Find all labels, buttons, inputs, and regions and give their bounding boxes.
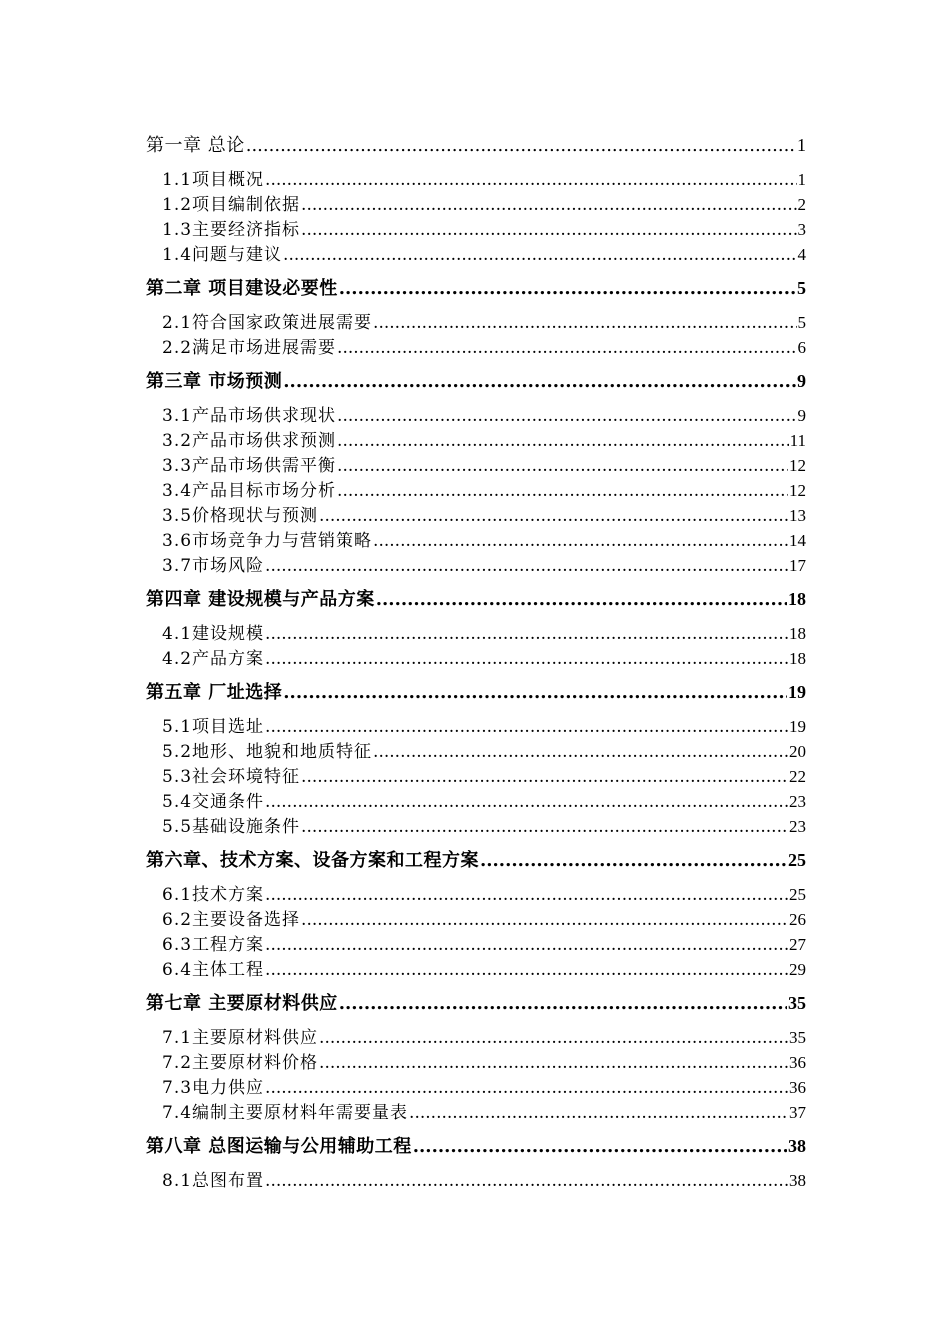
toc-page-number: 25: [789, 885, 806, 904]
toc-entry-title: 7.1主要原材料供应: [162, 1028, 319, 1048]
toc-page-number: 12: [789, 456, 806, 475]
toc-chapter-entry[interactable]: [146, 991, 806, 1016]
toc-chapter-entry[interactable]: [146, 369, 806, 394]
toc-entry-title: 3.5价格现状与预测: [162, 506, 319, 526]
toc-entry-title: 1.4问题与建议: [162, 245, 283, 265]
toc-page-number: 17: [789, 556, 806, 575]
toc-entry-title: 1.1项目概况: [162, 170, 265, 190]
toc-entry-title: 3.1产品市场供求现状: [162, 406, 337, 426]
toc-dot-leader: [319, 1026, 788, 1051]
toc-chapter-entry[interactable]: [146, 1134, 806, 1159]
toc-page-number: 37: [789, 1103, 806, 1122]
toc-section-entry[interactable]: [146, 478, 806, 503]
toc-dot-leader: [265, 1169, 788, 1194]
toc-section-entry[interactable]: [146, 882, 806, 907]
toc-entry-title: 3.7市场风险: [162, 556, 265, 576]
toc-dot-leader: [339, 276, 796, 301]
toc-page-number: 36: [789, 1078, 806, 1097]
toc-dot-leader: [337, 336, 796, 361]
toc-dot-leader: [265, 883, 788, 908]
toc-dot-leader: [409, 1101, 788, 1126]
toc-entry-title: 2.1符合国家政策进展需要: [162, 313, 373, 333]
toc-dot-leader: [319, 1051, 788, 1076]
toc-entry-title: 5.4交通条件: [162, 792, 265, 812]
toc-entry-title: 5.5基础设施条件: [162, 817, 301, 837]
toc-page-number: 29: [789, 960, 806, 979]
toc-page-number: 18: [788, 589, 806, 609]
toc-dot-leader: [265, 933, 788, 958]
toc-dot-leader: [337, 429, 789, 454]
toc-dot-leader: [376, 587, 787, 612]
toc-page-number: 19: [788, 682, 806, 702]
toc-entry-title: 4.1建设规模: [162, 624, 265, 644]
toc-chapter-entry[interactable]: [146, 133, 806, 158]
toc-section-entry[interactable]: [146, 739, 806, 764]
toc-dot-leader: [265, 715, 788, 740]
toc-entry-title: 7.2主要原材料价格: [162, 1053, 319, 1073]
toc-page-number: 38: [788, 1136, 806, 1156]
toc-section-entry[interactable]: [146, 814, 806, 839]
toc-page-number: 1: [797, 170, 806, 189]
toc-section-entry[interactable]: [146, 192, 806, 217]
toc-section-entry[interactable]: [146, 1100, 806, 1125]
toc-page-number: 4: [797, 245, 806, 264]
toc-dot-leader: [337, 479, 788, 504]
toc-section-entry[interactable]: [146, 1168, 806, 1193]
toc-entry-title: 6.3工程方案: [162, 935, 265, 955]
toc-page-number: 11: [789, 431, 806, 450]
toc-dot-leader: [319, 504, 788, 529]
toc-page-number: 38: [789, 1171, 806, 1190]
toc-section-entry[interactable]: [146, 167, 806, 192]
toc-section-entry[interactable]: [146, 957, 806, 982]
toc-section-entry[interactable]: [146, 217, 806, 242]
toc-dot-leader: [283, 243, 796, 268]
toc-entry-title: 第二章 项目建设必要性: [146, 278, 338, 299]
toc-chapter-entry[interactable]: [146, 587, 806, 612]
toc-page-number: 13: [789, 506, 806, 525]
toc-section-entry[interactable]: [146, 646, 806, 671]
toc-page-number: 36: [789, 1053, 806, 1072]
toc-entry-title: 5.1项目选址: [162, 717, 265, 737]
toc-dot-leader: [265, 554, 788, 579]
toc-page-number: 20: [789, 742, 806, 761]
toc-dot-leader: [337, 454, 788, 479]
toc-entry-title: 7.4编制主要原材料年需要量表: [162, 1103, 409, 1123]
toc-page-number: 9: [797, 371, 806, 391]
toc-section-entry[interactable]: [146, 310, 806, 335]
toc-chapter-entry[interactable]: [146, 848, 806, 873]
toc-chapter-entry[interactable]: [146, 276, 806, 301]
toc-section-entry[interactable]: [146, 789, 806, 814]
toc-page-number: 5: [797, 313, 806, 332]
toc-page-number: 9: [797, 406, 806, 425]
toc-entry-title: 6.2主要设备选择: [162, 910, 301, 930]
toc-dot-leader: [301, 193, 796, 218]
toc-dot-leader: [283, 680, 787, 705]
toc-dot-leader: [265, 958, 788, 983]
toc-dot-leader: [301, 908, 788, 933]
toc-page-number: 25: [788, 850, 806, 870]
toc-page-number: 27: [789, 935, 806, 954]
toc-section-entry[interactable]: [146, 1050, 806, 1075]
toc-dot-leader: [301, 815, 788, 840]
toc-section-entry[interactable]: [146, 907, 806, 932]
toc-section-entry[interactable]: [146, 553, 806, 578]
toc-dot-leader: [373, 740, 788, 765]
toc-section-entry[interactable]: [146, 242, 806, 267]
toc-entry-title: 第四章 建设规模与产品方案: [146, 589, 375, 610]
toc-dot-leader: [301, 765, 788, 790]
toc-section-entry[interactable]: [146, 1075, 806, 1100]
toc-dot-leader: [283, 369, 796, 394]
toc-page-number: 26: [789, 910, 806, 929]
toc-dot-leader: [337, 404, 796, 429]
toc-section-entry[interactable]: [146, 764, 806, 789]
toc-entry-title: 第五章 厂址选择: [146, 682, 283, 703]
toc-page-number: 1: [797, 135, 806, 155]
toc-entry-title: 3.3产品市场供需平衡: [162, 456, 337, 476]
toc-dot-leader: [265, 622, 788, 647]
toc-page-number: 18: [789, 649, 806, 668]
toc-page-number: 6: [797, 338, 806, 357]
toc-entry-title: 5.2地形、地貌和地质特征: [162, 742, 373, 762]
toc-entry-title: 3.2产品市场供求预测: [162, 431, 337, 451]
toc-dot-leader: [246, 133, 796, 158]
toc-page-number: 35: [789, 1028, 806, 1047]
toc-entry-title: 6.4主体工程: [162, 960, 265, 980]
toc-page-number: 3: [797, 220, 806, 239]
toc-page-number: 5: [797, 278, 806, 298]
toc-dot-leader: [413, 1134, 787, 1159]
toc-section-entry[interactable]: [146, 503, 806, 528]
toc-dot-leader: [301, 218, 796, 243]
toc-dot-leader: [373, 529, 788, 554]
toc-entry-title: 第六章、技术方案、设备方案和工程方案: [146, 850, 479, 871]
toc-section-entry[interactable]: [146, 621, 806, 646]
toc-page-number: 2: [797, 195, 806, 214]
toc-dot-leader: [480, 848, 787, 873]
toc-entry-title: 2.2满足市场进展需要: [162, 338, 337, 358]
toc-dot-leader: [339, 991, 787, 1016]
toc-dot-leader: [373, 311, 796, 336]
toc-section-entry[interactable]: [146, 403, 806, 428]
toc-section-entry[interactable]: [146, 428, 806, 453]
toc-page-number: 12: [789, 481, 806, 500]
toc-entry-title: 第一章 总论: [146, 135, 245, 156]
toc-entry-title: 第七章 主要原材料供应: [146, 993, 338, 1014]
toc-page-number: 23: [789, 817, 806, 836]
toc-entry-title: 6.1技术方案: [162, 885, 265, 905]
toc-chapter-entry[interactable]: [146, 680, 806, 705]
toc-entry-title: 1.2项目编制依据: [162, 195, 301, 215]
toc-entry-title: 8.1总图布置: [162, 1171, 265, 1191]
toc-entry-title: 第八章 总图运输与公用辅助工程: [146, 1136, 412, 1157]
table-of-contents: [146, 133, 806, 1193]
toc-dot-leader: [265, 168, 796, 193]
toc-entry-title: 7.3电力供应: [162, 1078, 265, 1098]
toc-page-number: 35: [788, 993, 806, 1013]
toc-entry-title: 3.4产品目标市场分析: [162, 481, 337, 501]
toc-dot-leader: [265, 647, 788, 672]
toc-dot-leader: [265, 790, 788, 815]
toc-entry-title: 3.6市场竞争力与营销策略: [162, 531, 373, 551]
toc-section-entry[interactable]: [146, 335, 806, 360]
toc-section-entry[interactable]: [146, 453, 806, 478]
toc-section-entry[interactable]: [146, 714, 806, 739]
toc-section-entry[interactable]: [146, 1025, 806, 1050]
toc-section-entry[interactable]: [146, 932, 806, 957]
toc-page-number: 22: [789, 767, 806, 786]
toc-page-number: 19: [789, 717, 806, 736]
toc-page-number: 18: [789, 624, 806, 643]
toc-section-entry[interactable]: [146, 528, 806, 553]
toc-page-number: 23: [789, 792, 806, 811]
toc-entry-title: 1.3主要经济指标: [162, 220, 301, 240]
toc-entry-title: 5.3社会环境特征: [162, 767, 301, 787]
toc-page-number: 14: [789, 531, 806, 550]
toc-dot-leader: [265, 1076, 788, 1101]
toc-entry-title: 第三章 市场预测: [146, 371, 283, 392]
toc-entry-title: 4.2产品方案: [162, 649, 265, 669]
